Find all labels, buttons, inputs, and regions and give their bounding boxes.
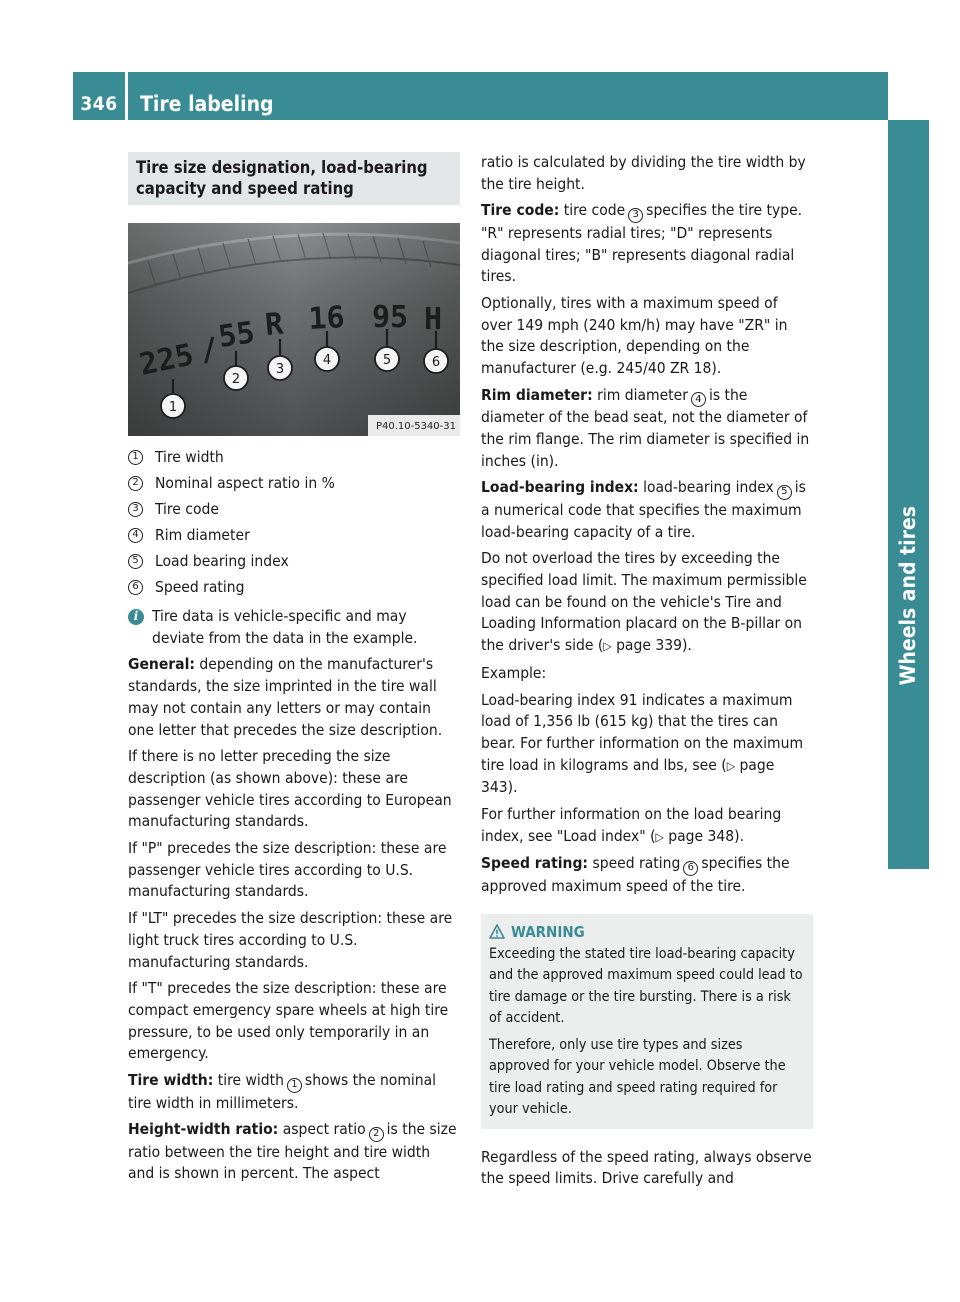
warning-triangle-icon xyxy=(489,924,505,939)
number-3-icon: 3 xyxy=(628,208,643,223)
paragraph-speed xyxy=(481,853,813,897)
paragraph-overload: Do not overload the tires by exceeding the specified load limit. The maximum permissible load can be found on the vehicle's Tire and Loading Information placard on the B-pillar on the driver's side (▷ page 339). xyxy=(481,549,807,655)
number-5-icon: 5 xyxy=(128,554,143,569)
tire-text-code: R xyxy=(263,306,285,343)
number-5-icon: 5 xyxy=(777,485,792,500)
text-rim-b: is the diameter of the bead seat, not the diameter of the rim flange. The rim diameter is specified in inches (in). xyxy=(481,385,810,470)
legend-item xyxy=(128,444,460,470)
text-further: For further information on the load bearing index, see "Load index" ( xyxy=(481,805,782,845)
tire-figure xyxy=(128,223,460,436)
paragraph-height-width xyxy=(128,1119,460,1185)
number-1-icon: 1 xyxy=(287,1078,302,1093)
legend-label: Load bearing index xyxy=(155,552,289,570)
paragraph-final: Regardless of the speed rating, always observe the speed limits. Drive carefully and xyxy=(481,1147,812,1188)
tire-text-rim: 16 xyxy=(307,300,346,337)
callout-3: 3 xyxy=(275,362,285,377)
paragraph-t: If "T" precedes the size description: these are compact emergency spare wheels at high tire pressure, to be used only temporarily in an emergency. xyxy=(128,979,449,1063)
paragraph-example: Load-bearing index 91 indicates a maximum load of 1,356 lb (615 kg) that the tires can bear. For further information on the maximum tire load in kilograms and lbs, see (▷ page 343). xyxy=(481,690,804,797)
paragraph-rim xyxy=(481,385,813,473)
text-tire-width-a: tire width xyxy=(217,1071,284,1090)
paragraph-general xyxy=(128,654,460,741)
number-6-icon: 6 xyxy=(128,580,143,595)
label-general: General: xyxy=(128,655,195,674)
text-speed-b: specifies the approved maximum speed of the tire. xyxy=(481,854,790,895)
legend-label: Rim diameter xyxy=(155,526,250,544)
text-tire-code-a: tire code xyxy=(563,201,626,220)
number-3-icon: 3 xyxy=(128,502,143,517)
warning-text-2: Therefore, only use tire types and sizes approved for your vehicle model. Observe the tire load rating and speed rating required for your vehicle. xyxy=(489,1036,786,1118)
section-title: Tire size designation, load-bearing capacity and speed rating xyxy=(128,152,460,205)
text-tire-code-b: specifies the tire type. "R" represents radial tires; "D" represents diagonal tires; "B" represents diagonal radial tires. xyxy=(481,201,803,286)
text-example: Load-bearing index 91 indicates a maximum load of 1,356 lb (615 kg) that the tires can bear. For further information on the maximum tire load in kilograms and lbs, see xyxy=(481,690,804,774)
label-tire-width: Tire width: xyxy=(128,1071,214,1090)
legend-label: Nominal aspect ratio in % xyxy=(155,474,335,492)
arrow-right-icon: ▷ xyxy=(603,639,612,654)
tire-text-width: 225 xyxy=(136,337,197,383)
legend-label: Tire code xyxy=(155,500,219,518)
text-hw-a: aspect ratio xyxy=(282,1120,366,1139)
paragraph-example-label: Example: xyxy=(481,663,547,682)
info-icon: i xyxy=(128,609,144,625)
paragraph-lt: If "LT" precedes the size description: these are light truck tires according to U.S. manufacturing standards. xyxy=(128,909,453,971)
label-rim: Rim diameter: xyxy=(481,385,593,404)
tire-text-speed: H xyxy=(424,302,443,337)
info-note-text: Tire data is vehicle-specific and may deviate from the data in the example. xyxy=(152,607,418,647)
side-tab-label-wrap xyxy=(886,120,930,685)
tire-text-ratio: 55 xyxy=(216,315,257,355)
paragraph-tire-code xyxy=(481,200,813,288)
text-overload: Do not overload the tires by exceeding the specified load limit. The maximum permissible load can be found on the vehicle's Tire and Loading Information placard on the B-pillar on the driver's side xyxy=(481,549,807,655)
text-general: depending on the manufacturer's standards, the size imprinted in the tire wall may not contain any letters or may contain one letter that precedes the size description. xyxy=(128,655,443,739)
right-column xyxy=(481,152,813,1190)
tire-illustration xyxy=(128,223,460,436)
text-speed-a: speed rating xyxy=(592,854,681,873)
text-load-a: load-bearing index xyxy=(643,478,774,497)
callout-1: 1 xyxy=(168,400,178,415)
warning-box xyxy=(481,914,813,1129)
side-tab-label: Wheels and tires xyxy=(896,505,920,685)
number-1-icon: 1 xyxy=(128,450,143,465)
paragraph-p: If "P" precedes the size description: these are passenger vehicle tires according to U.S. manufacturing standards. xyxy=(128,839,447,901)
arrow-right-icon: ▷ xyxy=(726,758,736,773)
legend-item xyxy=(128,548,460,574)
label-speed: Speed rating: xyxy=(481,854,589,873)
page-ref-link[interactable]: page 348). xyxy=(668,826,745,845)
number-2-icon: 2 xyxy=(128,476,143,491)
callout-2: 2 xyxy=(231,372,241,387)
callout-5: 5 xyxy=(382,353,392,368)
legend-item xyxy=(128,470,460,496)
text-hw-b: is the size ratio between the tire height and tire width and is shown in percent. The aspect xyxy=(128,1120,457,1183)
tire-text-load: 95 xyxy=(372,300,409,335)
number-2-icon: 2 xyxy=(369,1127,384,1142)
legend-item xyxy=(128,522,460,548)
arrow-right-icon: ▷ xyxy=(655,829,664,844)
text-tire-width-b: shows the nominal tire width in millimeters. xyxy=(128,1071,437,1112)
text-rim-a: rim diameter xyxy=(597,385,688,404)
tire-text-slash: / xyxy=(197,331,222,369)
info-note xyxy=(128,606,460,649)
number-4-icon: 4 xyxy=(691,392,706,407)
figure-code: P40.10-5340-31 xyxy=(375,421,456,432)
legend-label: Tire width xyxy=(155,448,224,466)
left-column xyxy=(128,152,460,1185)
label-tire-code: Tire code: xyxy=(481,201,560,220)
page-number: 346 xyxy=(80,93,118,115)
paragraph-further xyxy=(481,804,813,848)
warning-text-1: Exceeding the stated tire load-bearing capacity and the approved maximum speed could lead to tire damage or the tire bursting. There is a risk of accident. xyxy=(489,945,803,1027)
paragraph-optional: Optionally, tires with a maximum speed of over 149 mph (240 km/h) may have "ZR" in the size description, depending on the manufacturer (e.g. 245/40 ZR 18). xyxy=(481,294,788,378)
number-6-icon: 6 xyxy=(683,861,698,876)
paragraph-tire-width xyxy=(128,1070,460,1114)
page-ref-link[interactable]: page 339). xyxy=(616,636,692,655)
legend-item xyxy=(128,574,460,600)
label-height-width: Height-width ratio: xyxy=(128,1120,279,1139)
warning-title: WARNING xyxy=(511,922,585,941)
warning-header xyxy=(489,920,805,944)
page-ref-link[interactable]: page 343). xyxy=(481,755,775,797)
callout-4: 4 xyxy=(322,353,332,368)
paragraph-load xyxy=(481,477,813,543)
paragraph-ratio-cont: ratio is calculated by dividing the tire width by the tire height. xyxy=(481,153,806,193)
paragraph-no-letter: If there is no letter preceding the size description (as shown above): these are passenger vehicle tires according to European manufacturing standards. xyxy=(128,747,452,831)
page-title: Tire labeling xyxy=(140,92,274,116)
legend-list xyxy=(128,444,460,600)
number-4-icon: 4 xyxy=(128,528,143,543)
label-load: Load-bearing index: xyxy=(481,478,639,497)
legend-label: Speed rating xyxy=(155,578,245,596)
header-divider xyxy=(125,72,128,128)
legend-item xyxy=(128,496,460,522)
text-load-b: is a numerical code that specifies the maximum load-bearing capacity of a tire. xyxy=(481,478,806,541)
side-tab-marker xyxy=(888,826,929,869)
callout-6: 6 xyxy=(431,355,441,370)
